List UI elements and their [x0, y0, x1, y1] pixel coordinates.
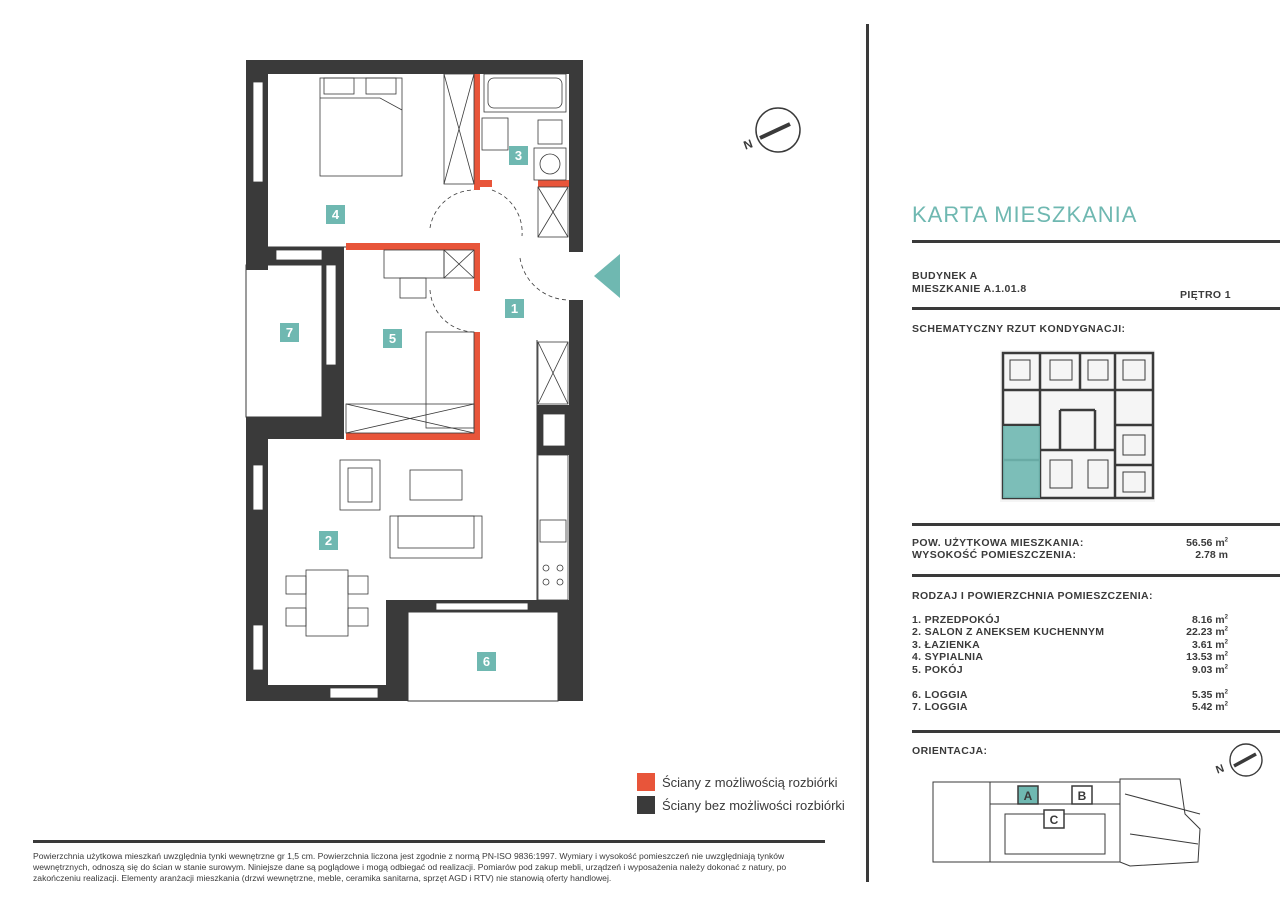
- loggia-row: 6. LOGGIA 5.35 $m^2$: [912, 689, 1228, 701]
- floor-plan: [230, 50, 830, 710]
- fixed-wall-swatch: [637, 796, 655, 814]
- room-row: 3. ŁAZIENKA 3.61 $m^2$: [912, 639, 1228, 651]
- height-label: WYSOKOŚĆ POMIESZCZENIA:: [912, 549, 1077, 561]
- floor-label: PIĘTRO 1: [1180, 289, 1232, 301]
- room-number-4: 4: [331, 207, 340, 222]
- room-number-5: 5: [388, 331, 397, 346]
- north-label: N: [741, 136, 755, 153]
- entrance-arrow: [594, 254, 620, 298]
- room-number-7: 7: [285, 325, 294, 340]
- room-row: 1. PRZEDPOKÓJ 8.16 $m^2$: [912, 614, 1228, 626]
- legend-fixed: Ściany bez możliwości rozbiórki: [662, 798, 845, 813]
- orientation-label: ORIENTACJA:: [912, 745, 988, 757]
- site-map: [930, 774, 1205, 870]
- rooms-label: RODZAJ I POWIERZCHNIA POMIESZCZENIA:: [912, 590, 1153, 602]
- room-number-6: 6: [482, 654, 491, 669]
- height-value: 2.78 m: [1195, 549, 1228, 561]
- footnote: Powierzchnia użytkowa mieszkań uwzględnia tynki wewnętrzne gr 1,5 cm. Powierzchnia liczona jest zgodnie z normą PN-ISO 9836:1997. Wymiary i wysokość pomieszczeń nie uwzględniają tynków wewnętrznych, odnoszą się do ścian w stanie surowym. Niniejsze dane są poglądowe i mogą odbiegać od realizacji. Pomiarów pod zakup mebli, urządzeń i wyposażenia należy dokonać z natury, po zakończeniu realizacji. Elementy aranżacji mieszkania (drzwi wewnętrzne, meble, ceramika sanitarna, sprzęt AGD i RTV) nie stanowią oferty handlowej.: [33, 851, 787, 883]
- loggia-row: 7. LOGGIA 5.42 $m^2$: [912, 701, 1228, 713]
- room-number-1: 1: [510, 301, 519, 316]
- building-c-label: C: [1049, 813, 1059, 827]
- removable-walls: [346, 74, 569, 440]
- usable-area-value: 56.56 m: [1186, 537, 1225, 549]
- room-row: 2. SALON Z ANEKSEM KUCHENNYM 22.23 $m^2$: [912, 626, 1228, 638]
- compass-icon: [742, 108, 800, 153]
- apartment-highlight: [1003, 426, 1040, 498]
- legend-removable: Ściany z możliwością rozbiórki: [662, 775, 838, 790]
- building-label: BUDYNEK A: [912, 270, 978, 282]
- schematic-floor-plan: [1000, 350, 1155, 502]
- compass-icon: [1212, 740, 1268, 780]
- schematic-label: SCHEMATYCZNY RZUT KONDYGNACJI:: [912, 323, 1126, 335]
- room-row: 5. POKÓJ 9.03 $m^2$: [912, 664, 1228, 676]
- building-a-label: A: [1023, 789, 1033, 803]
- room-number-3: 3: [514, 148, 523, 163]
- room-number-2: 2: [324, 533, 333, 548]
- usable-area-label: POW. UŻYTKOWA MIESZKANIA:: [912, 537, 1084, 549]
- building-b-label: B: [1077, 789, 1087, 803]
- removable-wall-swatch: [637, 773, 655, 791]
- room-row: 4. SYPIALNIA 13.53 $m^2$: [912, 651, 1228, 663]
- svg-text:N: N: [1214, 762, 1226, 777]
- divider: [866, 24, 869, 882]
- apartment-label: MIESZKANIE A.1.01.8: [912, 283, 1027, 295]
- card-title: KARTA MIESZKANIA: [912, 202, 1138, 227]
- fixed-walls: [246, 60, 583, 701]
